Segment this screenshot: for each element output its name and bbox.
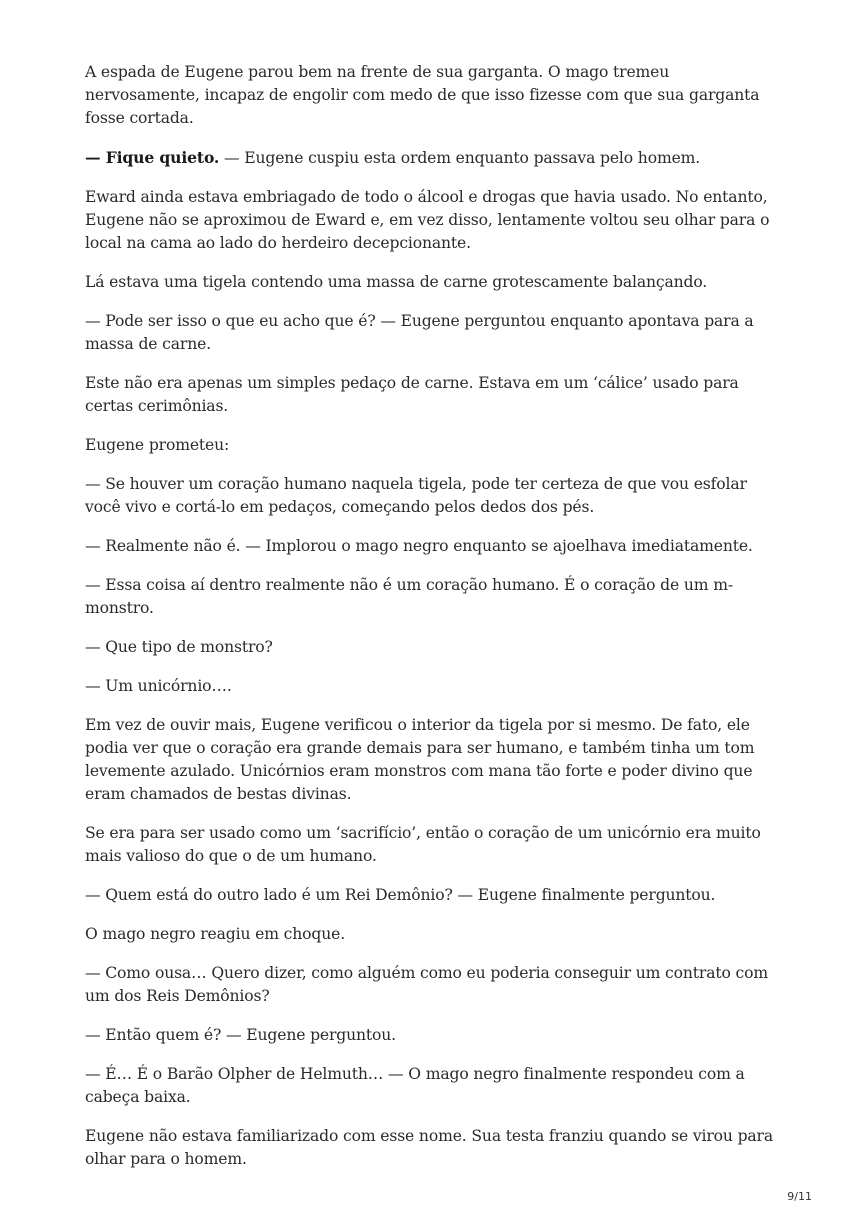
- paragraph-7: Eugene prometeu:: [85, 436, 230, 454]
- paragraph-9: — Realmente não é. — Implorou o mago negro enquanto se ajoelhava imediatamente.: [85, 537, 753, 555]
- paragraph-16: O mago negro reagiu em choque.: [85, 925, 346, 943]
- paragraph-14: Se era para ser usado como um ‘sacrifício’, então o coração de um unicórnio era muito mais valioso do que o de um humano.: [85, 824, 761, 865]
- paragraph-20: Eugene não estava familiarizado com esse nome. Sua testa franziu quando se virou para olhar para o homem.: [85, 1127, 774, 1168]
- paragraph-12: — Um unicórnio….: [85, 677, 232, 695]
- document-body: [85, 61, 785, 1187]
- paragraph-18: — Então quem é? — Eugene perguntou.: [85, 1026, 396, 1044]
- paragraph-19: — É… É o Barão Olpher de Helmuth… — O mago negro finalmente respondeu com a cabeça baixa.: [85, 1065, 745, 1106]
- page-number: 9/11: [787, 1190, 812, 1203]
- paragraph-8: — Se houver um coração humano naquela tigela, pode ter certeza de que vou esfolar você vivo e cortá-lo em pedaços, começando pelos dedos dos pés.: [85, 475, 747, 516]
- paragraph-17: — Como ousa… Quero dizer, como alguém como eu poderia conseguir um contrato com um dos Reis Demônios?: [85, 964, 768, 1005]
- paragraph-2-text: — Eugene cuspiu esta ordem enquanto passava pelo homem.: [224, 149, 701, 167]
- paragraph-2: [85, 146, 785, 170]
- paragraph-10: — Essa coisa aí dentro realmente não é um coração humano. É o coração de um m-monstro.: [85, 576, 733, 617]
- paragraph-15: — Quem está do outro lado é um Rei Demônio? — Eugene finalmente perguntou.: [85, 886, 716, 904]
- paragraph-13: Em vez de ouvir mais, Eugene verificou o interior da tigela por si mesmo. De fato, ele podia ver que o coração era grande demais para ser humano, e também tinha um tom levemente azulado. Unicórnios eram monstros com mana tão forte e poder divino que eram chamados de bestas divinas.: [85, 716, 755, 803]
- paragraph-11: — Que tipo de monstro?: [85, 638, 273, 656]
- paragraph-1: A espada de Eugene parou bem na frente de sua garganta. O mago tremeu nervosamente, incapaz de engolir com medo de que isso fizesse com que sua garganta fosse cortada.: [85, 63, 760, 127]
- paragraph-3: Eward ainda estava embriagado de todo o álcool e drogas que havia usado. No entanto, Eugene não se aproximou de Eward e, em vez disso, lentamente voltou seu olhar para o local na cama ao lado do herdeiro decepcionante.: [85, 188, 770, 252]
- paragraph-4: Lá estava uma tigela contendo uma massa de carne grotescamente balançando.: [85, 273, 708, 291]
- bold-quote: — Fique quieto.: [85, 148, 220, 167]
- paragraph-5: — Pode ser isso o que eu acho que é? — Eugene perguntou enquanto apontava para a massa de carne.: [85, 312, 754, 353]
- paragraph-6: Este não era apenas um simples pedaço de carne. Estava em um ‘cálice’ usado para certas cerimônias.: [85, 374, 739, 415]
